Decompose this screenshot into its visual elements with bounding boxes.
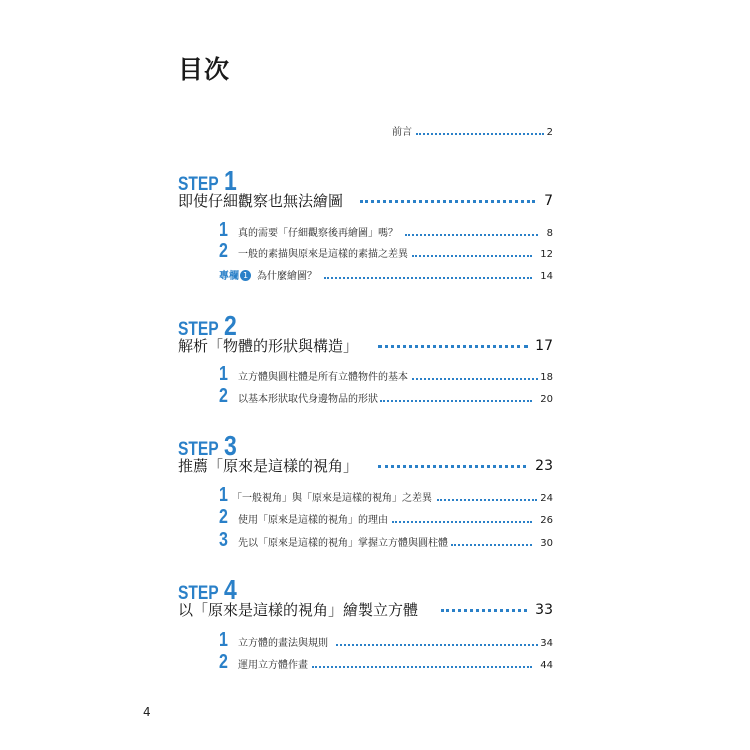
step-word: STEP: [178, 319, 219, 340]
step-word: STEP: [178, 439, 219, 460]
chapter-page: 23: [535, 458, 553, 474]
chapter-title: 解析「物體的形狀與構造」: [178, 337, 359, 355]
section-label: 真的需要「仔細觀察後再繪圖」嗎？: [238, 228, 398, 239]
section-page: 26: [540, 515, 553, 526]
section-entry[interactable]: [0, 240, 750, 265]
dotted-leader: [441, 609, 527, 612]
step-word: STEP: [178, 174, 219, 195]
dotted-leader: [437, 499, 537, 501]
step-number: 4: [223, 574, 237, 605]
section-number: 1: [219, 629, 228, 651]
dotted-leader: [380, 400, 532, 402]
column-entry[interactable]: [0, 267, 750, 287]
section-label: 一般的素描與原來是這樣的素描之差異: [238, 249, 408, 260]
dotted-leader: [360, 200, 535, 203]
dotted-leader: [312, 666, 532, 668]
section-label: 以基本形狀取代身邊物品的形狀: [238, 394, 378, 405]
chapter-title: 推薦「原來是這樣的視角」: [178, 457, 359, 475]
step-heading: [178, 310, 239, 341]
section-entry[interactable]: [0, 529, 750, 554]
chapter-entry[interactable]: [0, 600, 750, 620]
chapter-title: 即使仔細觀察也無法繪圖: [178, 192, 344, 210]
column-label: 為什麼繪圖？: [257, 271, 317, 282]
dotted-leader: [412, 378, 538, 380]
section-entry[interactable]: [0, 651, 750, 676]
chapter-entry[interactable]: [0, 336, 750, 356]
section-label: 使用「原來是這樣的視角」的理由: [238, 515, 388, 526]
dotted-leader: [378, 465, 526, 468]
section-number: 2: [219, 506, 228, 528]
step-number: 3: [223, 430, 237, 461]
chapter-page: 7: [544, 193, 553, 209]
section-page: 18: [540, 372, 553, 383]
step-heading: [178, 430, 239, 461]
section-label: 「一般視角」與「原來是這樣的視角」之差異: [232, 493, 432, 504]
column-tag-text: 專欄: [219, 271, 239, 282]
dotted-leader: [336, 644, 538, 646]
column-tag: [219, 267, 251, 287]
section-entry[interactable]: [0, 219, 750, 244]
dotted-leader: [412, 255, 532, 257]
step-heading: [178, 165, 239, 196]
chapter-title: 以「原來是這樣的視角」繪製立方體: [178, 601, 419, 619]
column-page: 14: [540, 271, 553, 282]
section-number: 1: [219, 484, 228, 506]
section-entry[interactable]: [0, 385, 750, 410]
dotted-leader: [324, 277, 532, 279]
section-entry[interactable]: [0, 363, 750, 388]
preface-label: 前言: [392, 127, 412, 138]
section-entry[interactable]: [0, 629, 750, 654]
section-page: 20: [540, 394, 553, 405]
step-number: 1: [223, 165, 237, 196]
section-page: 24: [540, 493, 553, 504]
chapter-page: 17: [535, 338, 553, 354]
section-entry[interactable]: [0, 484, 750, 509]
section-number: 1: [219, 219, 228, 241]
chapter-entry[interactable]: [0, 191, 750, 211]
step-heading: [178, 574, 239, 605]
section-label: 運用立方體作畫: [238, 660, 308, 671]
page-number: 4: [143, 705, 151, 719]
section-label: 立方體的畫法與規則: [238, 638, 328, 649]
chapter-page: 33: [535, 602, 553, 618]
section-label: 先以「原來是這樣的視角」掌握立方體與圓柱體: [238, 538, 448, 549]
section-entry[interactable]: [0, 506, 750, 531]
page-title: 目次: [178, 55, 231, 84]
preface-page: 2: [546, 127, 553, 138]
section-label: 立方體與圓柱體是所有立體物件的基本: [238, 372, 408, 383]
section-number: 3: [219, 529, 228, 551]
section-page: 34: [540, 638, 553, 649]
dotted-leader: [392, 521, 532, 523]
section-number: 2: [219, 651, 228, 673]
dotted-leader: [416, 133, 544, 135]
section-page: 8: [546, 228, 553, 239]
chapter-entry[interactable]: [0, 456, 750, 476]
dotted-leader: [378, 345, 528, 348]
section-number: 1: [219, 363, 228, 385]
section-number: 2: [219, 385, 228, 407]
section-page: 12: [540, 249, 553, 260]
dotted-leader: [405, 234, 538, 236]
section-number: 2: [219, 240, 228, 262]
section-page: 30: [540, 538, 553, 549]
step-number: 2: [223, 310, 237, 341]
dotted-leader: [451, 544, 532, 546]
step-word: STEP: [178, 583, 219, 604]
column-number-badge: 1: [240, 270, 251, 281]
preface-entry[interactable]: [0, 123, 750, 143]
section-page: 44: [540, 660, 553, 671]
